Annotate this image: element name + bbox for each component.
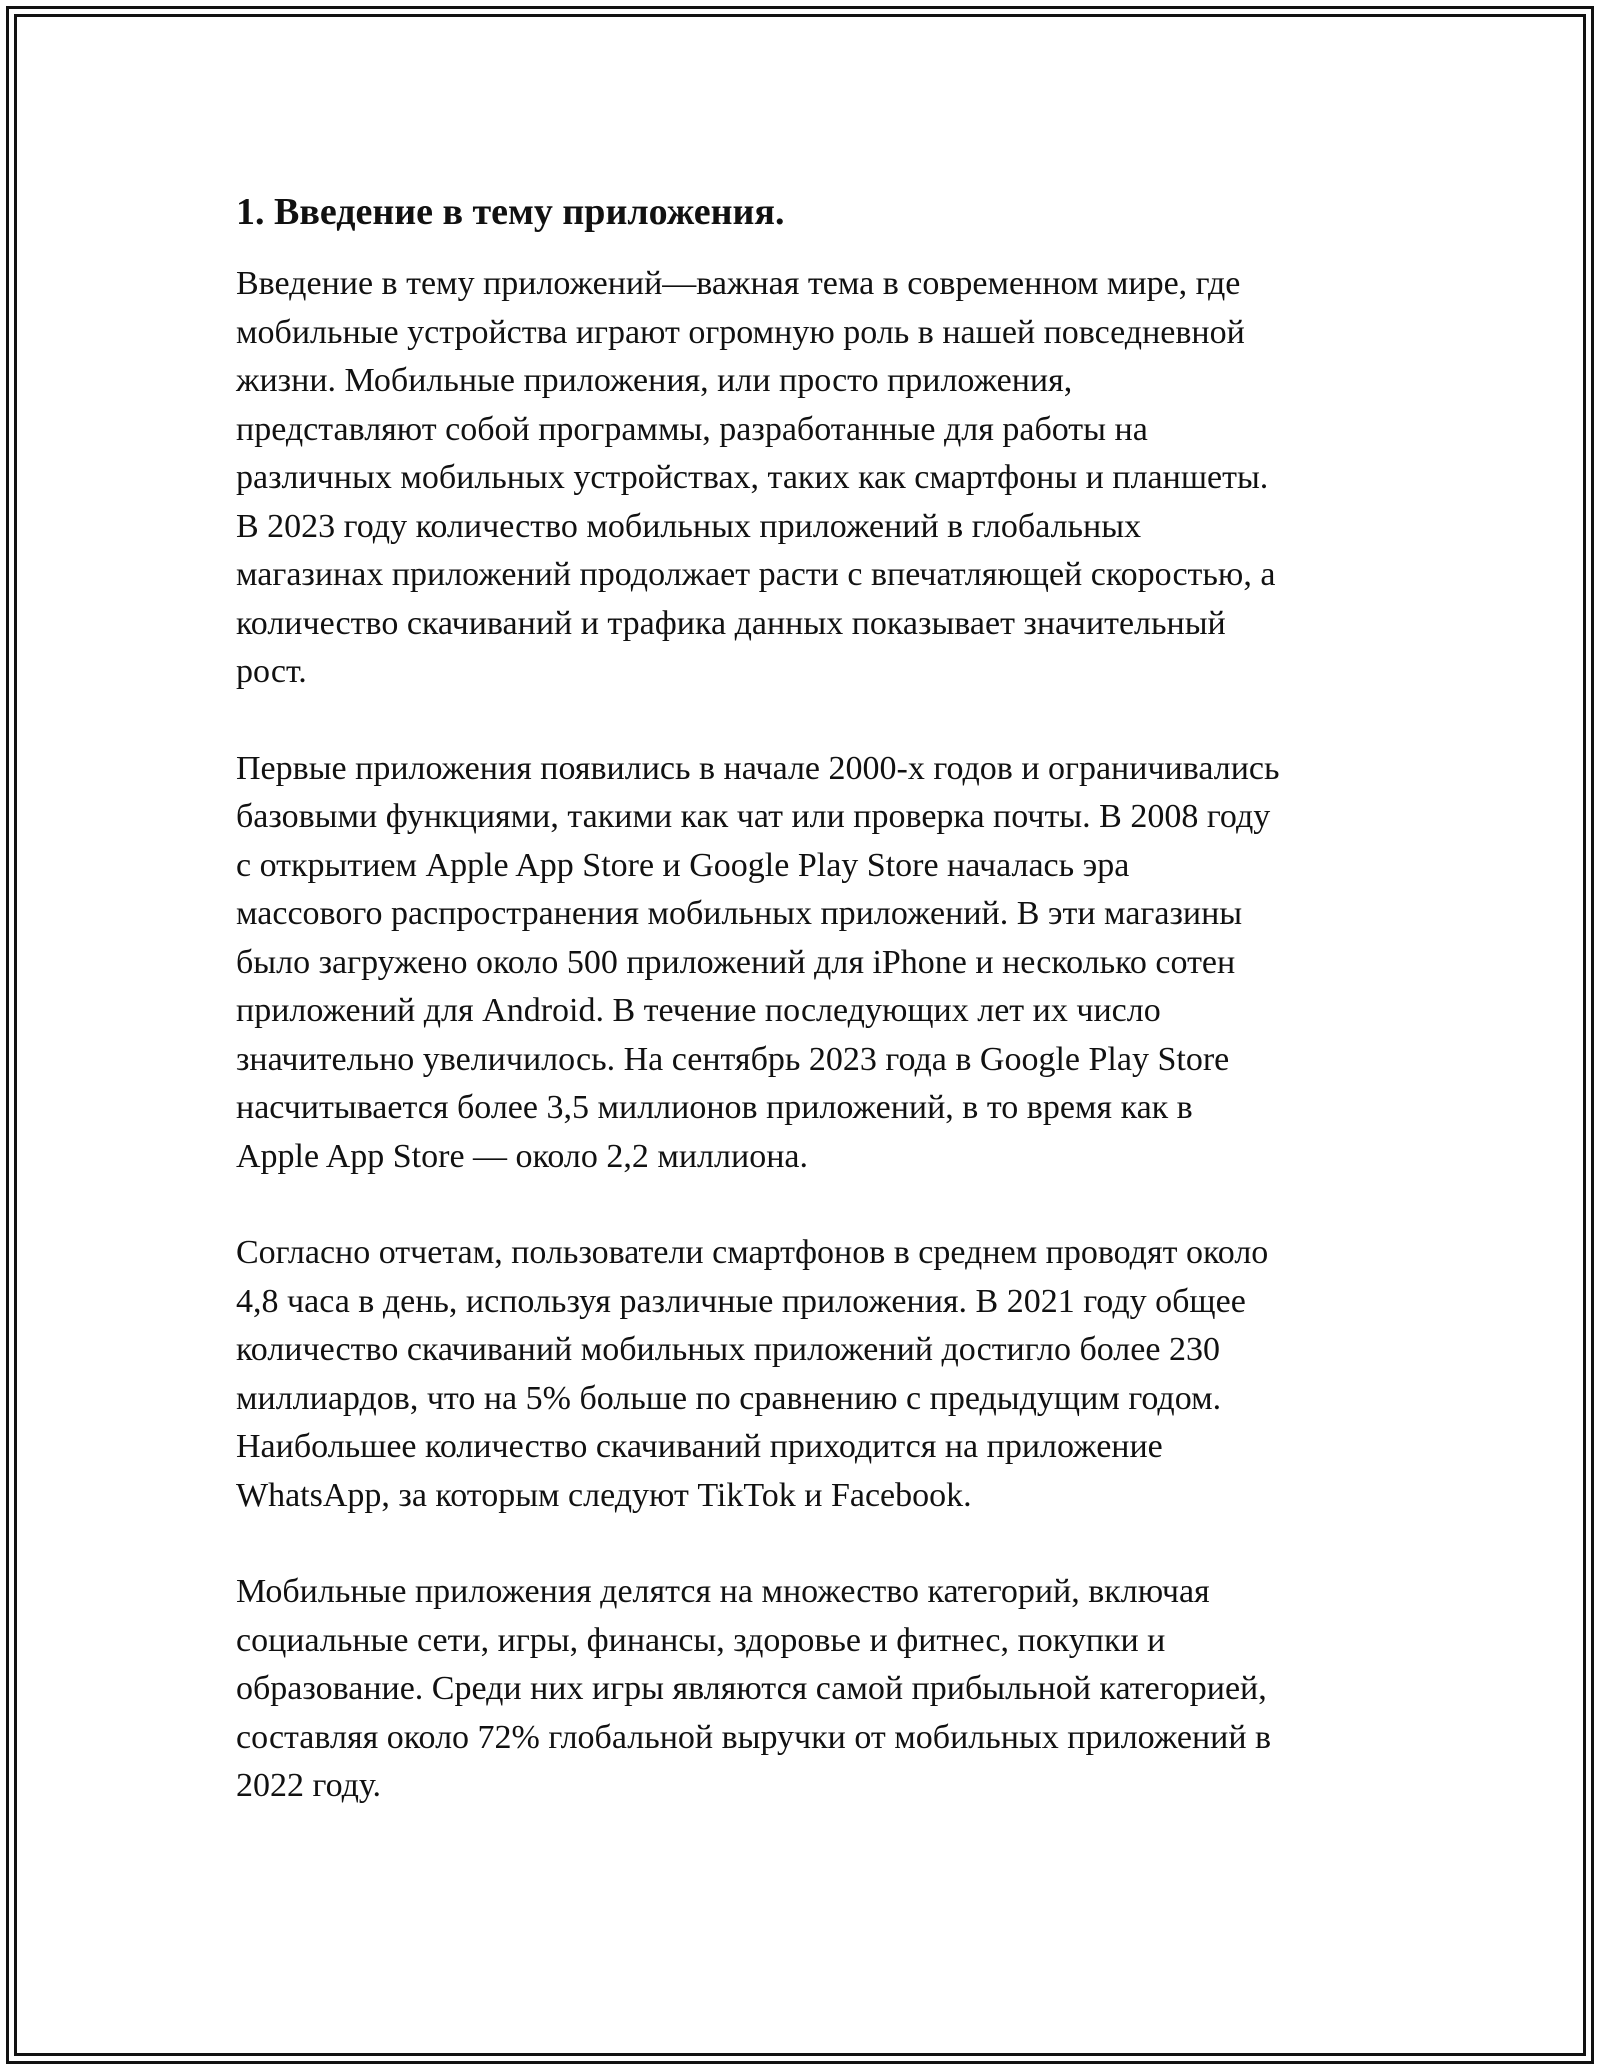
paragraph-usage-statistics <box>236 1229 1386 1520</box>
section-heading: 1. Введение в тему приложения. <box>236 191 785 233</box>
paragraph-introduction <box>236 260 1386 697</box>
paragraph-line: представляют собой программы, разработанные для работы на <box>236 410 1148 448</box>
document-body <box>236 186 1386 1859</box>
paragraph-line: Согласно отчетам, пользователи смартфонов в среднем проводят около <box>236 1234 1269 1271</box>
paragraph-line: количество скачиваний и трафика данных показывает значительный <box>236 604 1226 642</box>
paragraph-line: 4,8 часа в день, используя различные приложения. В 2021 году общее <box>236 1282 1246 1320</box>
paragraph-line: составляя около 72% глобальной выручки от мобильных приложений в <box>236 1718 1272 1756</box>
paragraph-line: рост. <box>236 653 307 690</box>
paragraph-line: насчитывается более 3,5 миллионов приложений, в то время как в <box>236 1089 1193 1126</box>
paragraph-line: различных мобильных устройствах, таких как смартфоны и планшеты. <box>236 459 1269 496</box>
paragraph-line: магазинах приложений продолжает расти с впечатляющей скоростью, а <box>236 556 1276 593</box>
paragraph-line: Наибольшее количество скачиваний приходится на приложение <box>236 1428 1163 1465</box>
paragraph-line: WhatsApp, за которым следуют TikTok и Facebook. <box>236 1476 972 1514</box>
paragraph-line: значительно увеличилось. На сентябрь 2023 года в Google Play Store <box>236 1040 1230 1078</box>
paragraph-line: Первые приложения появились в начале 2000-х годов и ограничивались <box>236 749 1280 787</box>
paragraph-line: базовыми функциями, такими как чат или проверка почты. В 2008 году <box>236 798 1271 835</box>
paragraph-line: с открытием Apple App Store и Google Play Store началась эра <box>236 846 1130 884</box>
paragraph-line: миллиардов, что на 5% больше по сравнению с предыдущим годом. <box>236 1379 1222 1417</box>
paragraph-line: массового распространения мобильных приложений. В эти магазины <box>236 895 1243 932</box>
paragraph-line: Введение в тему приложений—важная тема в современном мире, где <box>236 265 1241 302</box>
paragraph-history <box>236 745 1386 1182</box>
paragraph-line: Apple App Store — около 2,2 миллиона. <box>236 1137 808 1175</box>
paragraph-categories <box>236 1568 1386 1811</box>
paragraph-line: 2022 году. <box>236 1767 382 1804</box>
paragraph-line: было загружено около 500 приложений для iPhone и несколько сотен <box>236 943 1236 981</box>
paragraph-line: жизни. Мобильные приложения, или просто приложения, <box>236 362 1073 399</box>
paragraph-line: образование. Среди них игры являются самой прибыльной категорией, <box>236 1670 1267 1707</box>
paragraph-line: количество скачиваний мобильных приложений достигло более 230 <box>236 1331 1220 1368</box>
paragraph-line: приложений для Android. В течение последующих лет их число <box>236 992 1161 1029</box>
paragraph-line: социальные сети, игры, финансы, здоровье и фитнес, покупки и <box>236 1621 1166 1659</box>
paragraph-line: мобильные устройства играют огромную роль в нашей повседневной <box>236 313 1245 351</box>
paragraph-line: В 2023 году количество мобильных приложений в глобальных <box>236 507 1142 545</box>
paragraph-line: Мобильные приложения делятся на множество категорий, включая <box>236 1573 1210 1610</box>
